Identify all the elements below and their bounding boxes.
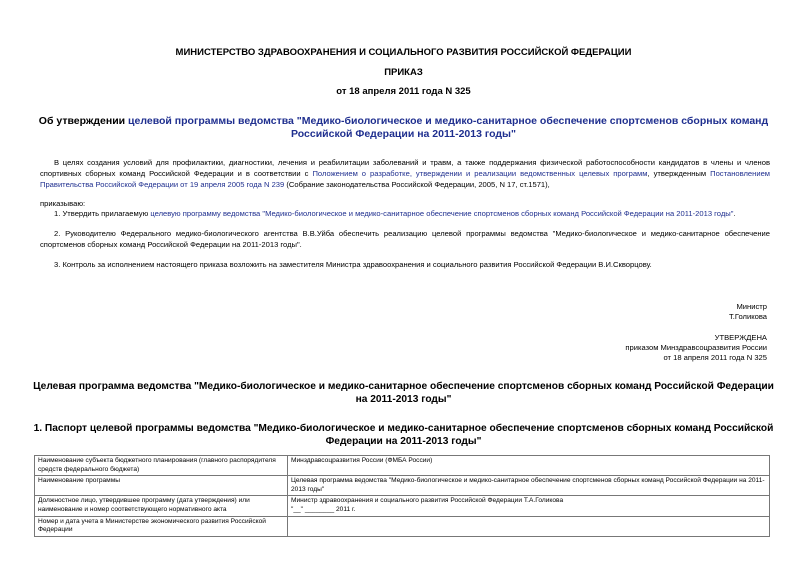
passport-value-date: "__" ________ 2011 г. (291, 505, 356, 513)
order-word: приказываю: (40, 199, 86, 208)
doc-date-number: от 18 апреля 2011 года N 325 (336, 86, 471, 97)
passport-label: Номер и дата учета в Министерстве экономического развития Российской Федерации (35, 516, 288, 536)
passport-value-line: Министр здравоохранения и социального развития Российской Федерации Т.А.Голикова (291, 497, 564, 505)
approved-line-3: от 18 апреля 2011 года N 325 (663, 353, 767, 362)
passport-label: Наименование программы (35, 476, 288, 496)
passport-value (288, 516, 770, 536)
table-row (35, 496, 770, 516)
passport-value (288, 496, 770, 516)
table-row (35, 516, 770, 536)
approved-line-1: УТВЕРЖДЕНА (714, 333, 767, 342)
section-1-title: 1. Паспорт целевой программы ведомства "Медико-биологическое и медико-санитарное обеспечение спортсменов сборных команд Российской Федерации на 2011-2013 годы" (33, 423, 774, 447)
item1-suffix: . (733, 209, 736, 218)
signature-name: Т.Голикова (728, 312, 767, 321)
order-item-1 (40, 208, 770, 219)
document-title (30, 115, 777, 141)
title-program-link[interactable]: целевой программы ведомства "Медико-биологическое и медико-санитарное обеспечение спортсменов сборных команд Российской Федерации на 2011-2013 годы" (128, 115, 769, 140)
passport-table (34, 455, 770, 537)
order-item-3: 3. Контроль за исполнением настоящего приказа возложить на заместителя Министра здравоохранения и социального развития Российской Федерации В.И.Скворцову. (54, 260, 652, 269)
preamble-paragraph (40, 157, 770, 190)
regulation-link[interactable]: Положением о разработке, утверждении и реализации ведомственных целевых программ (312, 169, 648, 178)
preamble-text-2: , утвержденным (647, 169, 711, 178)
signature-position: Министр (736, 302, 767, 311)
passport-value-line: Минздравсоцразвития России (ФМБА России) (291, 457, 433, 464)
item1-program-link[interactable]: целевую программу ведомства "Медико-биологическое и медико-санитарное обеспечение спортсменов сборных команд Российской Федерации на 2011-2013 годы" (150, 209, 734, 218)
ministry-header: МИНИСТЕРСТВО ЗДРАВООХРАНЕНИЯ И СОЦИАЛЬНОГО РАЗВИТИЯ РОССИЙСКОЙ ФЕДЕРАЦИИ (175, 47, 632, 58)
passport-value-line: Целевая программа ведомства "Медико-биологическое и медико-санитарное обеспечение спортсменов сборных команд Российской Федерации на 2011-2013 годы" (291, 477, 765, 493)
passport-label: Должностное лицо, утвердившее программу (дата утверждения) или наименование и номер соответствующего нормативного акта (35, 496, 288, 516)
passport-label: Наименование субъекта бюджетного планирования (главного распорядителя средств федерального бюджета) (35, 456, 288, 476)
program-title: Целевая программа ведомства "Медико-биологическое и медико-санитарное обеспечение спортсменов сборных команд Российской Федерации на 2011-2013 годы" (33, 381, 774, 405)
preamble-text-3: (Собрание законодательства Российской Федерации, 2005, N 17, ст.1571), (284, 180, 550, 189)
passport-value (288, 456, 770, 476)
government-decree-link[interactable]: Постановлением Правительства Российской Федерации от 19 апреля 2005 года N 239 (40, 169, 771, 189)
table-row (35, 476, 770, 496)
table-row (35, 456, 770, 476)
item1-prefix: 1. Утвердить прилагаемую (54, 209, 151, 218)
approved-line-2: приказом Минздравсоцразвития России (625, 343, 767, 352)
title-prefix: Об утверждении (38, 115, 129, 127)
preamble-text-1: В целях создания условий для профилактики, диагностики, лечения и реабилитации заболеваний и травм, а также поддержания физической работоспособности кандидатов в члены и членов спортивных сборных команд Российской Федерации и в соответствии с (40, 158, 770, 178)
doc-type: ПРИКАЗ (384, 67, 423, 78)
passport-value (288, 476, 770, 496)
order-item-2: 2. Руководителю Федерального медико-биологического агентства В.В.Уйба обеспечить реализацию целевой программы ведомства "Медико-биологическое и медико-санитарное обеспечение спортсменов сборных команд Российской Федерации на 2011-2013 годы". (40, 229, 770, 249)
